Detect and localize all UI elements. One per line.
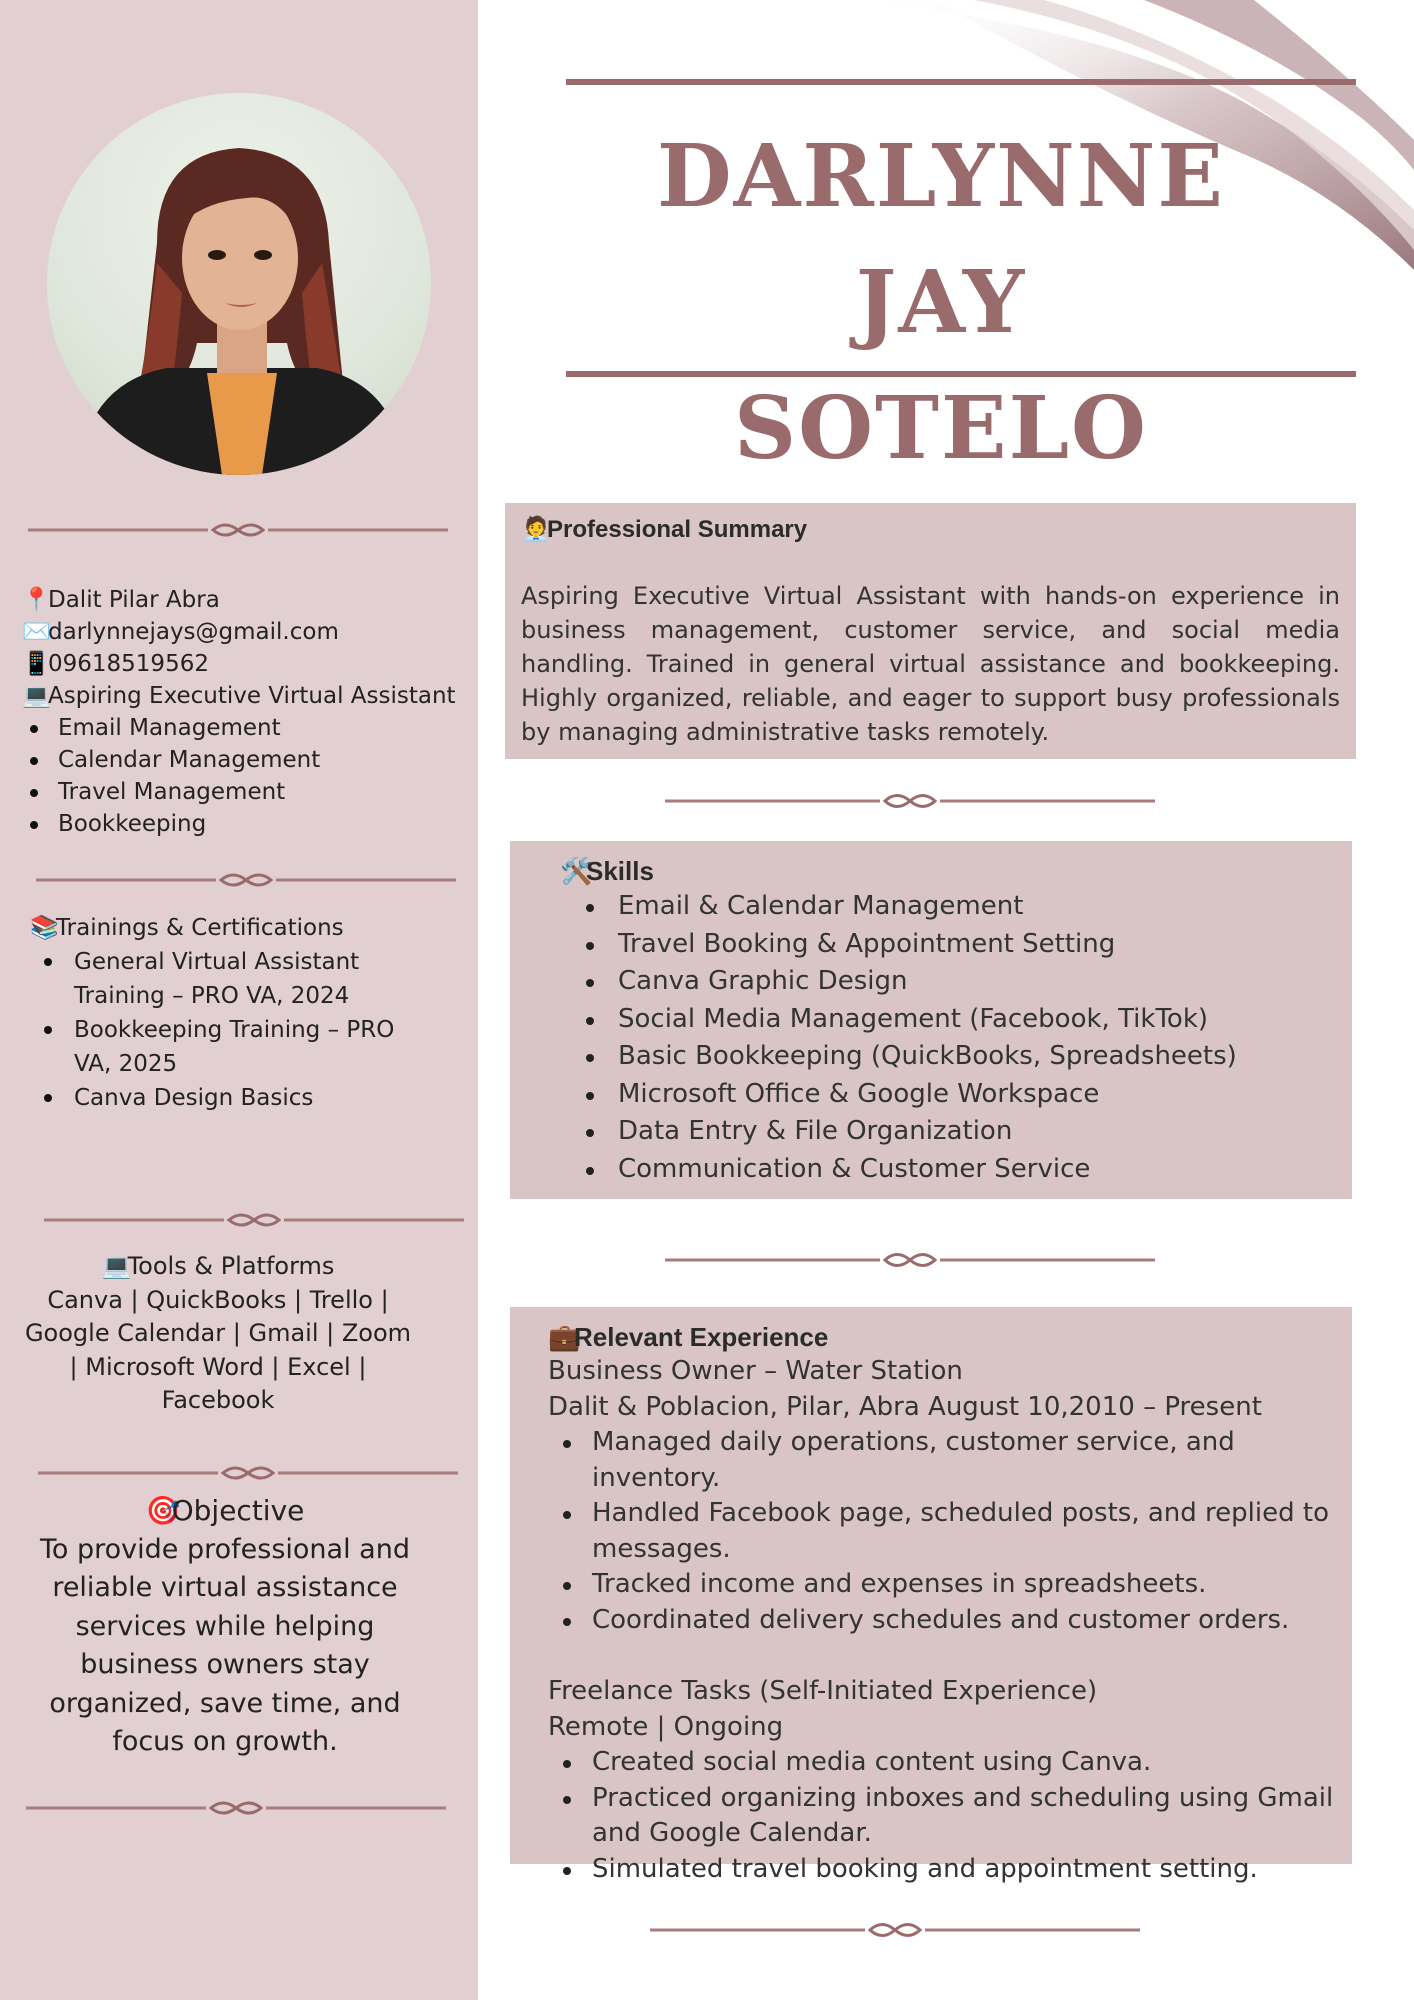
name-line-1: DARLYNNE JAY <box>657 126 1225 353</box>
ornament-divider <box>665 790 1155 812</box>
skill-item: Communication & Customer Service <box>560 1151 1352 1189</box>
service-item: Bookkeeping <box>22 808 472 840</box>
briefcase-icon: 💼 <box>548 1322 581 1352</box>
tools-icon: 🛠️ <box>560 856 593 886</box>
job-role: Freelance Tasks (Self-Initiated Experience) <box>548 1676 1098 1706</box>
location-row <box>22 584 472 616</box>
trainings-list <box>30 945 430 1115</box>
skill-item: Canva Graphic Design <box>560 963 1352 1001</box>
pin-icon: 📍 <box>22 587 51 613</box>
ornament-divider <box>650 1919 1140 1941</box>
name-line-2: SOTELO <box>734 378 1148 479</box>
tools-list: Canva | QuickBooks | Trello | Google Calendar | Gmail | Zoom | Microsoft Word | Excel | Facebook <box>24 1285 412 1414</box>
job-role: Business Owner – Water Station <box>548 1356 963 1386</box>
skill-item: Social Media Management (Facebook, TikTok) <box>560 1001 1352 1039</box>
duty-item: Created social media content using Canva. <box>548 1745 1352 1781</box>
trainings-title: 📚Trainings & Certifications <box>30 911 430 945</box>
envelope-icon: ✉️ <box>22 619 51 645</box>
job-place: Dalit & Poblacion, Pilar, Abra August 10,2010 – Present <box>548 1391 1262 1422</box>
service-item: Email Management <box>22 712 472 744</box>
ornament-divider <box>44 1210 464 1230</box>
tools-block <box>22 1250 414 1418</box>
laptop-icon: 💻 <box>22 683 51 709</box>
phone-text[interactable]: 09618519562 <box>48 651 209 677</box>
duty-item: Simulated travel booking and appointment setting. <box>548 1852 1352 1888</box>
training-item: Canva Design Basics <box>30 1081 430 1115</box>
ornament-divider <box>26 1798 446 1818</box>
objective-text: To provide professional and reliable virtual assistance services while helping business owners stay organized, save time, and focus on growth. <box>40 1533 410 1757</box>
service-item: Travel Management <box>22 776 472 808</box>
phone-row <box>22 648 472 680</box>
left-sidebar <box>0 0 478 2000</box>
skill-item: Travel Booking & Appointment Setting <box>560 926 1352 964</box>
duty-item: Practiced organizing inboxes and scheduling using Gmail and Google Calendar. <box>548 1781 1352 1852</box>
skill-item: Email & Calendar Management <box>560 888 1352 926</box>
duty-item: Handled Facebook page, scheduled posts, and replied to messages. <box>548 1496 1352 1567</box>
skill-item: Basic Bookkeeping (QuickBooks, Spreadsheets) <box>560 1038 1352 1076</box>
header-rule-bottom <box>566 371 1356 377</box>
ornament-divider <box>665 1249 1155 1271</box>
ornament-divider <box>28 520 448 540</box>
target-icon: 🎯 <box>145 1494 181 1527</box>
summary-card <box>505 503 1356 759</box>
location-text: Dalit Pilar Abra <box>48 587 220 613</box>
professional-icon: 🧑‍💼 <box>521 516 551 543</box>
duty-item: Managed daily operations, customer service, and inventory. <box>548 1425 1352 1496</box>
skills-card <box>510 841 1352 1199</box>
contact-block <box>22 584 472 840</box>
skills-list <box>560 888 1352 1188</box>
role-row <box>22 680 472 712</box>
summary-title: 🧑‍💼Professional Summary <box>521 513 1340 547</box>
job-duties <box>548 1745 1352 1887</box>
experience-card <box>510 1307 1352 1884</box>
training-item: Bookkeeping Training – PRO VA, 2025 <box>30 1013 430 1081</box>
laptop-icon: 💻 <box>101 1252 132 1280</box>
books-icon: 📚 <box>30 915 59 941</box>
ornament-divider <box>36 870 456 890</box>
duty-item: Coordinated delivery schedules and customer orders. <box>548 1603 1352 1639</box>
role-text: Aspiring Executive Virtual Assistant <box>48 683 456 709</box>
summary-text: Aspiring Executive Virtual Assistant with hands-on experience in business management, customer service, and social media handling. Trained in general virtual assistance and bookkeeping. Highly organized, reliable, and eager to support busy professionals by managing administrative tasks remotely. <box>521 582 1340 746</box>
job-place: Remote | Ongoing <box>548 1711 784 1742</box>
skills-title: 🛠️Skills <box>560 856 654 886</box>
spacer <box>548 1638 1352 1674</box>
ornament-divider <box>38 1463 458 1483</box>
objective-block <box>26 1492 424 1762</box>
profile-photo <box>47 93 431 475</box>
objective-title: 🎯Objective <box>26 1492 424 1531</box>
tools-title: 💻Tools & Platforms <box>22 1250 414 1284</box>
experience-title: 💼Relevant Experience <box>548 1322 829 1352</box>
job-duties <box>548 1425 1352 1638</box>
skill-item: Microsoft Office & Google Workspace <box>560 1076 1352 1114</box>
applicant-name <box>566 114 1316 492</box>
header-rule-top <box>566 79 1356 85</box>
training-item: General Virtual Assistant Training – PRO VA, 2024 <box>30 945 430 1013</box>
service-item: Calendar Management <box>22 744 472 776</box>
phone-icon: 📱 <box>22 651 51 677</box>
email-text[interactable]: darlynnejays@gmail.com <box>48 619 339 645</box>
duty-item: Tracked income and expenses in spreadsheets. <box>548 1567 1352 1603</box>
email-row <box>22 616 472 648</box>
trainings-block <box>30 911 430 1115</box>
skill-item: Data Entry & File Organization <box>560 1113 1352 1151</box>
services-list <box>22 712 472 840</box>
